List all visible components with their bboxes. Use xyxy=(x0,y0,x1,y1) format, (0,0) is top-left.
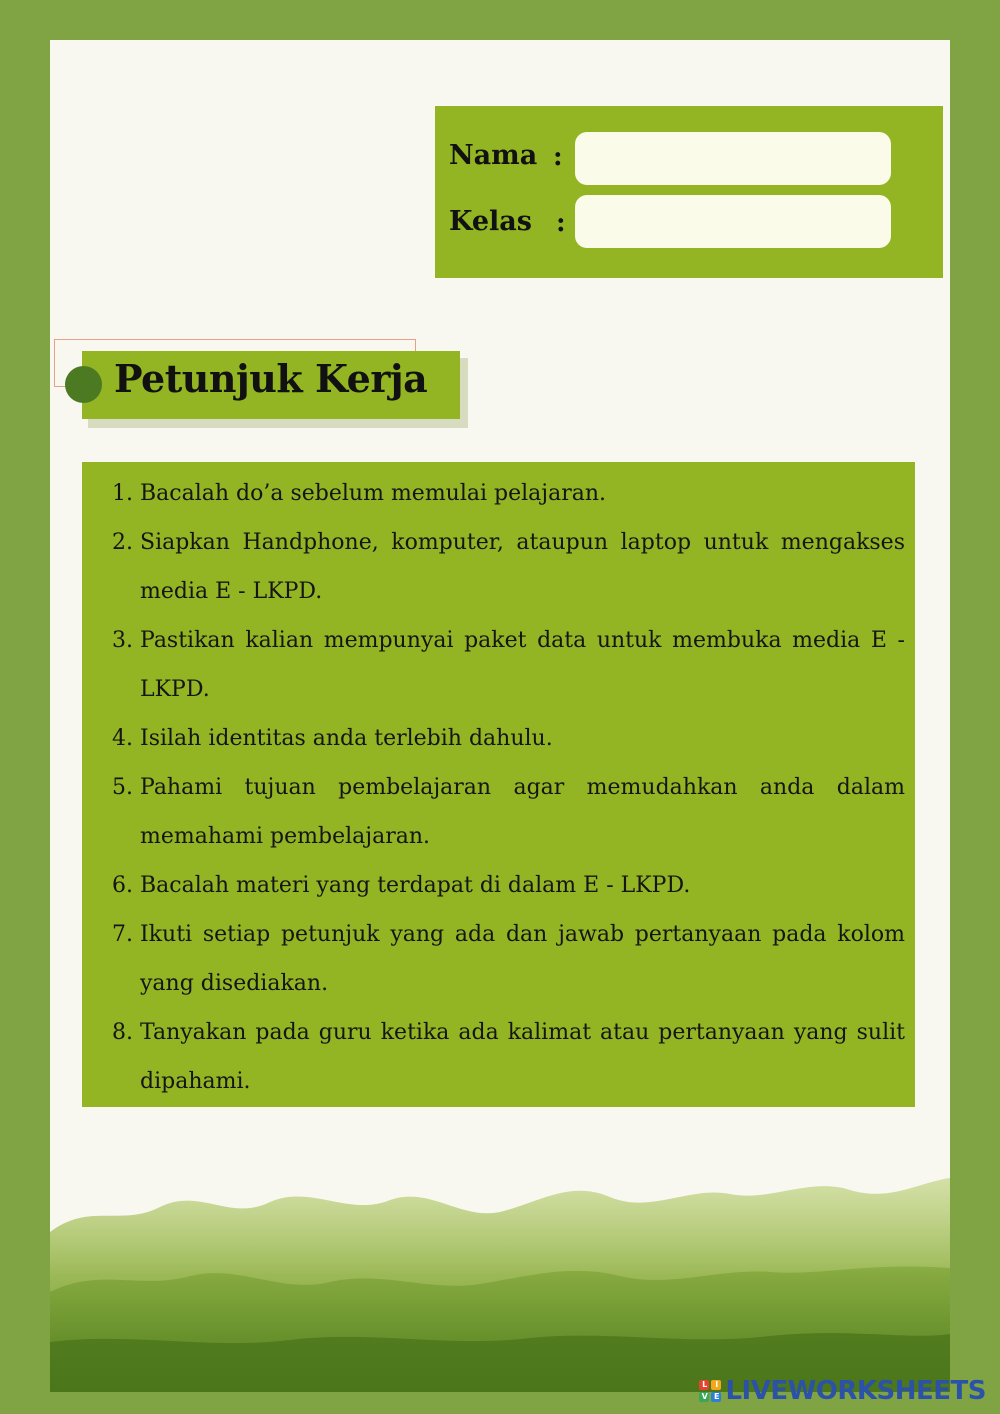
instruction-item xyxy=(112,469,905,518)
instruction-text: Bacalah materi yang terdapat di dalam E - LKPD. xyxy=(140,873,691,898)
instruction-text: Tanyakan pada guru ketika ada kalimat atau pertanyaan yang sulit dipahami. xyxy=(140,1020,905,1094)
instruction-number: 6. xyxy=(112,873,133,898)
watermark-text: LIVEWORKSHEETS xyxy=(725,1376,986,1406)
instruction-number: 8. xyxy=(112,1020,133,1045)
instructions-box xyxy=(82,462,915,1107)
instruction-item xyxy=(112,518,905,616)
instruction-item xyxy=(112,763,905,861)
name-label: Nama xyxy=(449,140,538,171)
instruction-text: Pastikan kalian mempunyai paket data untuk membuka media E - LKPD. xyxy=(140,628,905,702)
instruction-number: 1. xyxy=(112,481,133,506)
instruction-number: 4. xyxy=(112,726,133,751)
instruction-number: 3. xyxy=(112,628,133,653)
class-colon: : xyxy=(556,208,566,238)
liveworksheets-logo-icon: L I V E xyxy=(699,1380,721,1402)
instruction-number: 5. xyxy=(112,775,133,800)
instructions-list xyxy=(112,469,905,1106)
instruction-text: Isilah identitas anda terlebih dahulu. xyxy=(140,726,553,751)
instruction-text: Ikuti setiap petunjuk yang ada dan jawab pertanyaan pada kolom yang disediakan. xyxy=(140,922,905,996)
bullet-dot-icon xyxy=(65,366,102,403)
instruction-item xyxy=(112,861,905,910)
instruction-item xyxy=(112,1008,905,1106)
name-input[interactable] xyxy=(575,132,891,185)
grass-decoration xyxy=(50,1172,950,1392)
name-colon: : xyxy=(553,142,563,172)
instruction-item xyxy=(112,910,905,1008)
instruction-text: Bacalah do’a sebelum memulai pelajaran. xyxy=(140,481,607,506)
instruction-text: Siapkan Handphone, komputer, ataupun laptop untuk mengakses media E - LKPD. xyxy=(140,530,905,604)
identity-box xyxy=(435,106,943,278)
class-label: Kelas xyxy=(449,206,533,237)
class-input[interactable] xyxy=(575,195,891,248)
worksheet-page xyxy=(50,40,950,1392)
watermark xyxy=(699,1376,986,1406)
instruction-text: Pahami tujuan pembelajaran agar memudahkan anda dalam memahami pembelajaran. xyxy=(140,775,905,849)
instruction-number: 7. xyxy=(112,922,133,947)
instruction-number: 2. xyxy=(112,530,133,555)
page-title: Petunjuk Kerja xyxy=(114,356,428,401)
instruction-item xyxy=(112,616,905,714)
instruction-item xyxy=(112,714,905,763)
